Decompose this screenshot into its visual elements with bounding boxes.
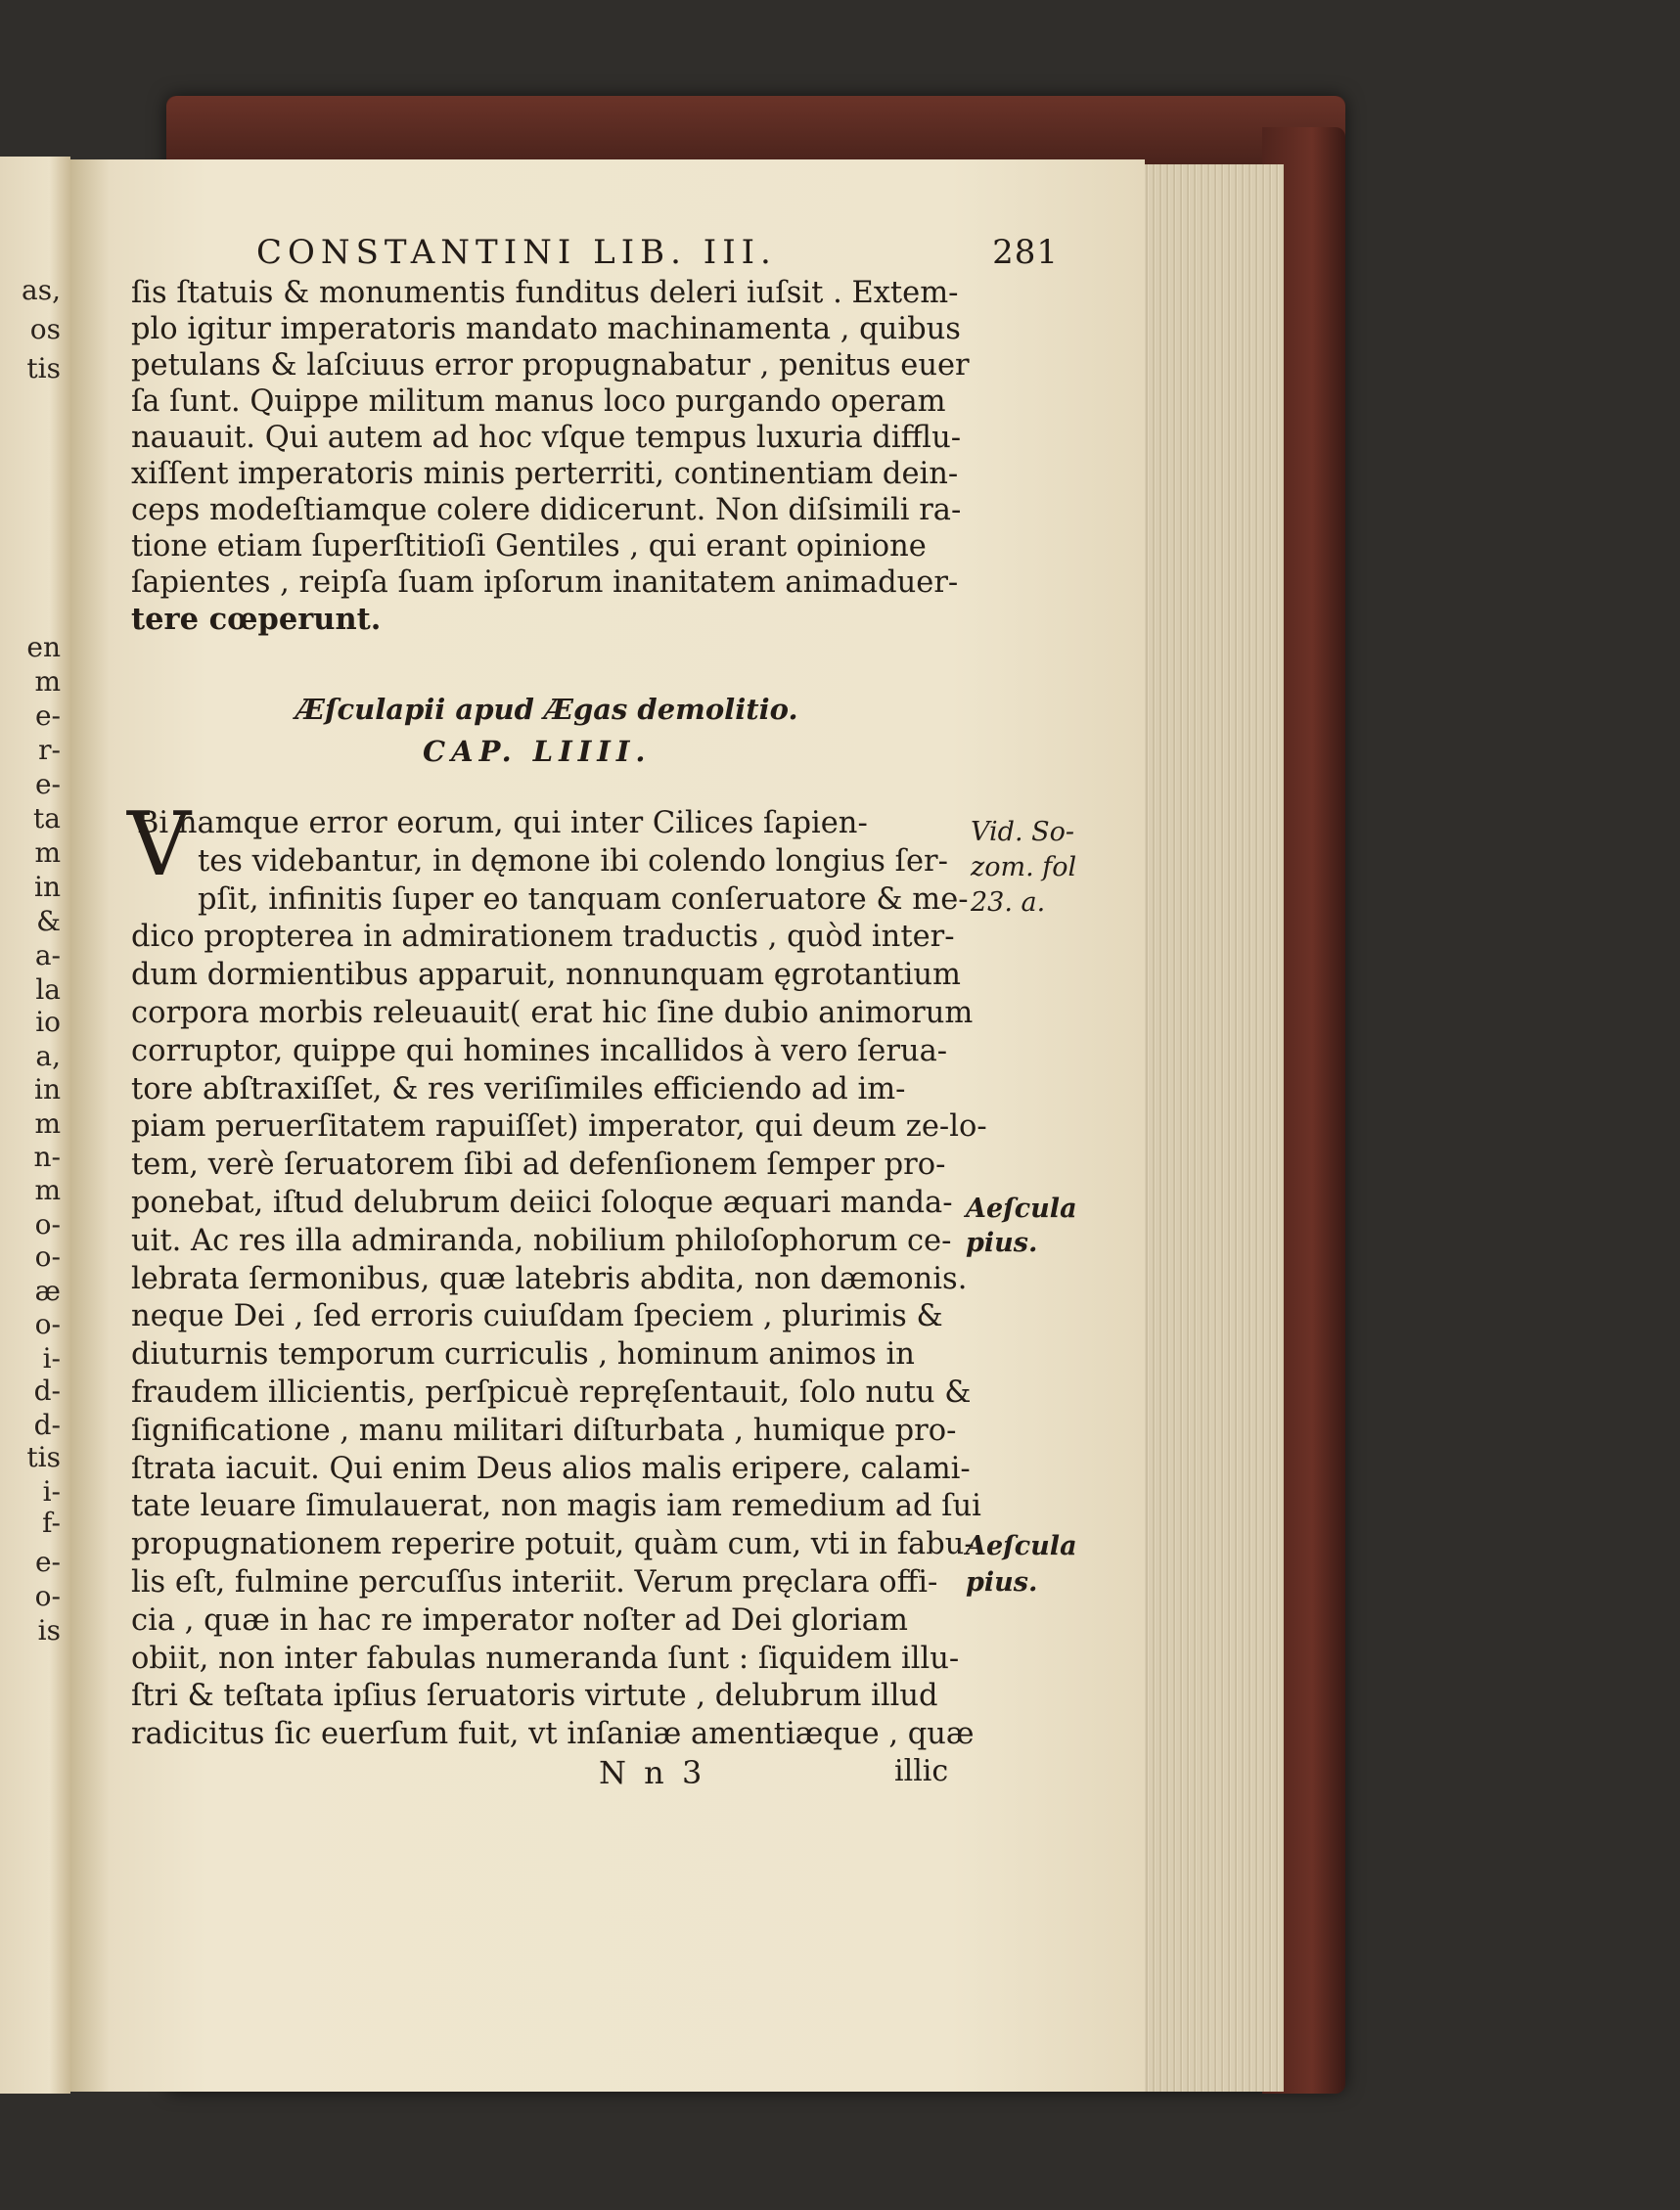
text-line: tione etiam ſuperſtitioſi Gentiles , qui erant opinione	[131, 529, 927, 564]
text-line: petulans & laſciuus error propugnabatur , penitus euer	[131, 348, 970, 383]
text-line: neque Dei , ſed erroris cuiuſdam ſpeciem , plurimis &	[131, 1299, 943, 1334]
facing-page-line: d-	[33, 1375, 61, 1407]
facing-page-line: is	[37, 1614, 61, 1646]
chapter-number: CAP. LIIII.	[423, 735, 652, 768]
facing-page-line: io	[35, 1006, 61, 1038]
text-line: tere cœperunt.	[131, 602, 382, 637]
facing-page-line: a,	[35, 1040, 61, 1072]
facing-page-line: i-	[42, 1342, 61, 1375]
page-block-edges	[1140, 164, 1284, 2092]
text-line: radicitus ſic euerſum fuit, vt inſaniæ amentiæque , quæ	[131, 1717, 975, 1752]
text-line: lebrata ſermonibus, quæ latebris abdita, non dæmonis.	[131, 1261, 968, 1296]
facing-page-fragment	[0, 157, 70, 2094]
facing-page-line: d-	[33, 1409, 61, 1441]
text-line: ceps modeſtiamque colere didicerunt. Non diſsimili ra-	[131, 493, 962, 527]
text-line: lis eſt, fulmine percuſſus interiit. Verum pręclara offi-	[131, 1565, 938, 1600]
text-line: propugnationem reperire potuit, quàm cum, vti in fabu-	[131, 1527, 975, 1562]
text-line: corpora morbis releuauit( erat hic ſine dubio animorum	[131, 996, 974, 1030]
text-line: plo igitur imperatoris mandato machinamenta , quibus	[131, 312, 961, 346]
facing-page-line: in	[34, 1073, 61, 1105]
text-line: pſit, infinitis ſuper eo tanquam conſeruatore & me-	[198, 881, 969, 917]
running-head-title: CONSTANTINI LIB. III.	[256, 233, 777, 272]
text-line: obiit, non inter fabulas numeranda ſunt : ſiquidem illu-	[131, 1641, 960, 1676]
facing-page-line: m	[34, 1174, 61, 1206]
text-line: fraudem illicientis, perſpicuè repręſentauit, ſolo nutu &	[131, 1376, 972, 1410]
facing-page-line: as,	[22, 274, 61, 306]
signature-mark: N n 3	[599, 1754, 706, 1791]
text-line: ſa ſunt. Quippe militum manus loco purgando operam	[131, 384, 946, 419]
chapter-title: Æſculapii apud Ægas demolitio.	[295, 693, 798, 726]
margin-note: pius.	[966, 1228, 1038, 1258]
margin-note: pius.	[966, 1567, 1038, 1598]
facing-page-line: o-	[34, 1208, 61, 1240]
facing-page-line: tis	[26, 352, 61, 384]
facing-page-line: os	[29, 313, 61, 345]
book-page	[70, 159, 1145, 2092]
text-line: ſtrata iacuit. Qui enim Deus alios malis eripere, calami-	[131, 1451, 971, 1486]
facing-page-line: e-	[34, 699, 61, 732]
margin-note: Vid. So-	[971, 817, 1074, 847]
margin-note: Aeſcula	[966, 1194, 1077, 1224]
text-line: tate leuare ſimulauerat, non magis iam remedium ad ſui	[131, 1489, 981, 1524]
facing-page-line: e-	[34, 1546, 61, 1578]
facing-page-line: a-	[34, 939, 61, 971]
text-line: Bi namque error eorum, qui inter Cilices ſapien-	[137, 806, 868, 840]
text-line: xiſſent imperatoris minis perterriti, continentiam dein-	[131, 457, 959, 491]
text-line: dum dormientibus apparuit, nonnunquam ęgrotantium	[131, 958, 961, 993]
text-line: tem, verè ſeruatorem ſibi ad defenſionem ſemper pro-	[131, 1148, 946, 1183]
drop-cap: V	[127, 793, 191, 896]
facing-page-line: n-	[33, 1141, 61, 1173]
facing-page-line: o-	[34, 1580, 61, 1612]
facing-page-line: o-	[34, 1308, 61, 1340]
running-head	[256, 233, 1059, 272]
facing-page-line: ta	[33, 802, 61, 834]
text-line: uit. Ac res illa admiranda, nobilium philoſophorum ce-	[131, 1223, 952, 1258]
text-line: piam peruerſitatem rapuiſſet) imperator, qui deum ze-lo-	[131, 1109, 987, 1145]
facing-page-line: e-	[34, 768, 61, 800]
facing-page-line: en	[26, 631, 61, 663]
page-number: 281	[992, 233, 1059, 272]
text-line: tes videbantur, in dęmone ibi colendo longius ſer-	[198, 843, 948, 879]
catchword: illic	[894, 1754, 949, 1788]
facing-page-line: æ	[34, 1275, 61, 1307]
text-line: nauauit. Qui autem ad hoc vſque tempus luxuria difflu-	[131, 421, 962, 455]
facing-page-line: in	[34, 871, 61, 903]
facing-page-line: la	[35, 973, 61, 1006]
margin-note: 23. a.	[971, 887, 1046, 918]
text-line: tore abſtraxiſſet, & res veriſimiles efficiendo ad im-	[131, 1071, 906, 1106]
text-line: corruptor, quippe qui homines incallidos à vero ſerua-	[131, 1033, 948, 1068]
facing-page-line: m	[34, 836, 61, 869]
facing-page-line: o-	[34, 1240, 61, 1273]
text-line: ſtri & teſtata ipſius ſeruatoris virtute , delubrum illud	[131, 1679, 938, 1714]
text-line: diuturnis temporum curriculis , hominum animos in	[131, 1337, 915, 1373]
facing-page-line: tis	[26, 1441, 61, 1473]
facing-page-line: m	[34, 665, 61, 698]
text-line: ſapientes , reipſa ſuam ipſorum inanitatem animaduer-	[131, 565, 959, 600]
text-line: ſignificatione , manu militari diſturbata , humique pro-	[131, 1413, 957, 1448]
text-line: ſis ſtatuis & monumentis funditus deleri iuſsit . Extem-	[131, 276, 959, 310]
facing-page-line: r-	[38, 734, 61, 766]
text-line: ponebat, iſtud delubrum deiici ſoloque æquari manda-	[131, 1186, 953, 1220]
facing-page-line: f-	[42, 1507, 61, 1539]
facing-page-line: m	[34, 1107, 61, 1140]
margin-note: zom. fol	[971, 852, 1077, 882]
margin-note: Aeſcula	[966, 1531, 1077, 1561]
facing-page-line: i-	[42, 1475, 61, 1508]
book-cover-top-edge	[166, 96, 1345, 164]
facing-page-line: &	[36, 905, 61, 937]
text-line: dico propterea in admirationem traductis , quòd inter-	[131, 920, 955, 955]
text-line: cia , quæ in hac re imperator noſter ad Dei gloriam	[131, 1602, 908, 1638]
